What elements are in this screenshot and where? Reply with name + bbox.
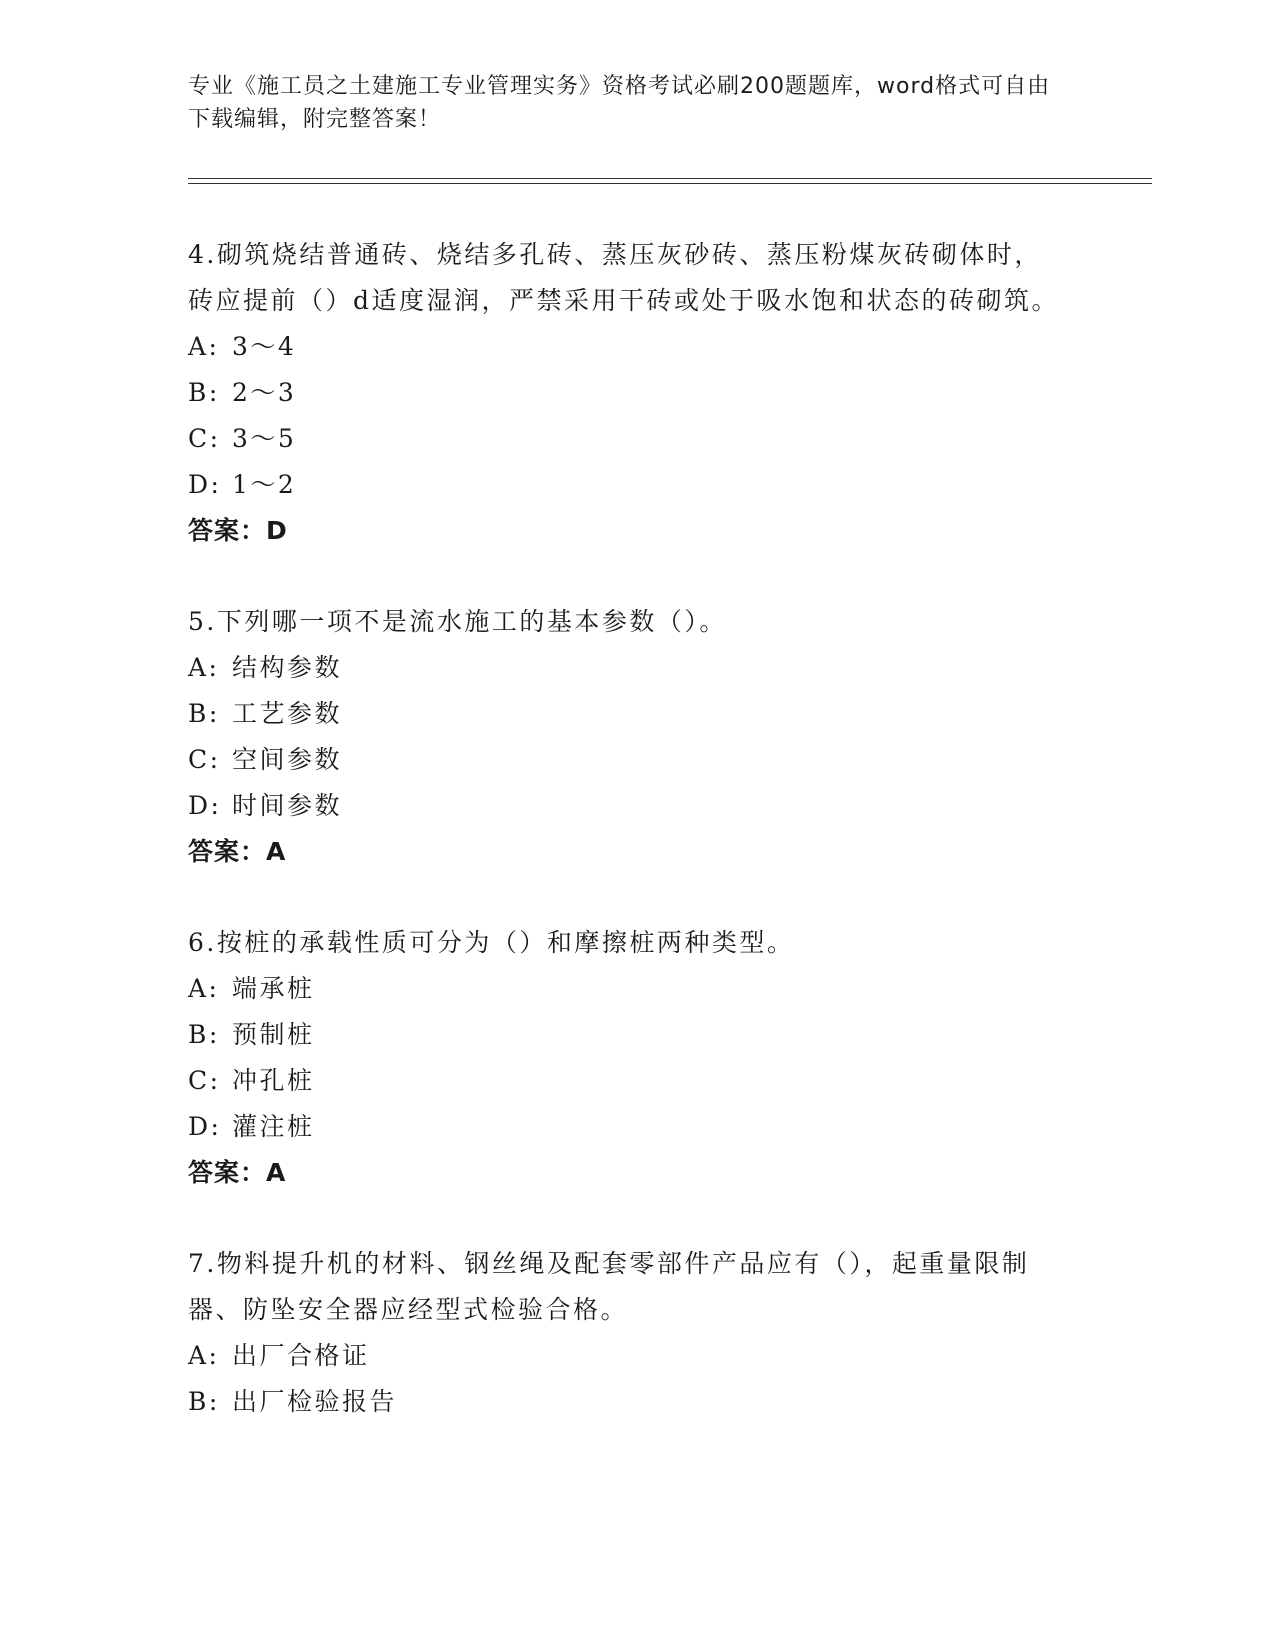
option-d [188,1104,1088,1150]
option-value: 1～2 [232,470,297,499]
option-b [188,370,1088,416]
header-divider-top [188,178,1152,179]
option-key: A: [188,332,220,361]
option-a [188,966,1088,1012]
question-list [188,232,1088,1470]
option-key: C: [188,745,221,774]
option-key: A: [188,974,220,1003]
option-c [188,1058,1088,1104]
question-7 [188,1241,1088,1425]
option-key: A: [188,653,220,682]
option-value: 预制桩 [232,1020,315,1049]
answer-label: 答案：A [188,1158,287,1187]
option-key: D: [188,470,222,499]
option-value: 3～5 [232,424,297,453]
option-a [188,324,1088,370]
option-a [188,1333,1088,1379]
header-divider-bottom [188,183,1152,184]
option-key: B: [188,699,220,728]
option-value: 时间参数 [232,791,343,820]
option-c [188,737,1088,783]
option-value: 出厂检验报告 [232,1387,398,1416]
option-b [188,1379,1088,1425]
option-b [188,691,1088,737]
option-value: 3～4 [232,332,297,361]
option-value: 冲孔桩 [232,1066,315,1095]
option-a [188,645,1088,691]
question-5 [188,599,1088,875]
option-key: B: [188,1020,220,1049]
question-4 [188,232,1088,554]
option-key: C: [188,424,221,453]
option-value: 工艺参数 [232,699,343,728]
document-header: 专业《施工员之土建施工专业管理实务》资格考试必刷200题题库，word格式可自由下载编辑，附完整答案！ [188,74,1051,132]
question-text: 7.物料提升机的材料、钢丝绳及配套零部件产品应有（），起重量限制器、防坠安全器应经型式检验合格。 [188,1249,1030,1324]
question-text: 5.下列哪一项不是流水施工的基本参数（）。 [188,607,727,636]
question-text: 4.砌筑烧结普通砖、烧结多孔砖、蒸压灰砂砖、蒸压粉煤灰砖砌体时，砖应提前（）d适度湿润，严禁采用干砖或处于吸水饱和状态的砖砌筑。 [188,240,1060,315]
option-value: 结构参数 [232,653,343,682]
option-d [188,783,1088,829]
answer-label: 答案：D [188,516,288,545]
option-key: A: [188,1341,220,1370]
question-text: 6.按桩的承载性质可分为（）和摩擦桩两种类型。 [188,928,795,957]
option-key: D: [188,791,222,820]
question-6 [188,920,1088,1196]
answer-label: 答案：A [188,837,287,866]
option-value: 出厂合格证 [232,1341,370,1370]
option-key: B: [188,1387,220,1416]
option-value: 端承桩 [232,974,315,1003]
option-key: C: [188,1066,221,1095]
option-value: 空间参数 [232,745,343,774]
option-d [188,462,1088,508]
option-key: D: [188,1112,222,1141]
option-value: 灌注桩 [232,1112,315,1141]
option-b [188,1012,1088,1058]
option-key: B: [188,378,220,407]
option-c [188,416,1088,462]
option-value: 2～3 [232,378,297,407]
